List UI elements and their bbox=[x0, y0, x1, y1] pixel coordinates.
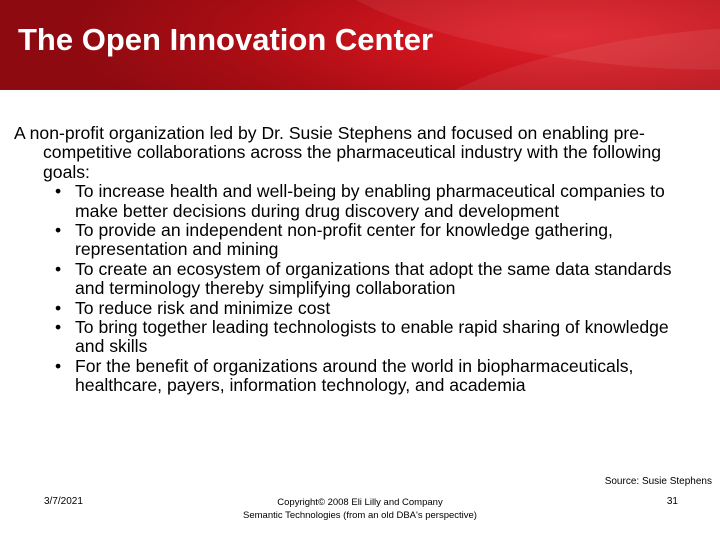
bullet-icon: • bbox=[55, 297, 62, 318]
goal-text: To bring together leading technologists to enable rapid sharing of knowledge and skills bbox=[75, 317, 669, 357]
footer-copyright: Copyright© 2008 Eli Lilly and Company bbox=[277, 497, 443, 508]
footer-date: 3/7/2021 bbox=[44, 496, 83, 507]
goal-item bbox=[14, 357, 674, 396]
goal-text: To provide an independent non-profit center for knowledge gathering, representation and mining bbox=[75, 220, 613, 260]
goal-item bbox=[14, 260, 674, 299]
bullet-icon: • bbox=[55, 258, 62, 279]
goal-text: For the benefit of organizations around the world in biopharmaceuticals, healthcare, payers, information technology, and academia bbox=[75, 355, 634, 396]
source-credit: Source: Susie Stephens bbox=[604, 476, 712, 487]
footer-center bbox=[210, 496, 510, 522]
bullet-icon: • bbox=[55, 355, 62, 376]
goal-item bbox=[14, 318, 674, 357]
goal-item bbox=[14, 299, 674, 318]
bullet-icon: • bbox=[55, 317, 62, 338]
bullet-icon: • bbox=[55, 181, 62, 202]
goals-list bbox=[14, 182, 674, 395]
goal-item bbox=[14, 221, 674, 260]
slide-title: The Open Innovation Center bbox=[18, 22, 434, 57]
slide-body bbox=[14, 124, 674, 396]
goal-text: To increase health and well-being by enabling pharmaceutical companies to make better decisions during drug discovery and development bbox=[75, 181, 665, 221]
intro-paragraph: A non-profit organization led by Dr. Susie Stephens and focused on enabling pre-competitive collaborations across the pharmaceutical industry with the following goals: bbox=[14, 123, 662, 182]
bullet-icon: • bbox=[55, 220, 62, 241]
title-bar bbox=[0, 0, 720, 90]
page-number: 31 bbox=[666, 496, 678, 507]
goal-text: To create an ecosystem of organizations that adopt the same data standards and terminology thereby simplifying collaboration bbox=[75, 258, 672, 299]
goal-text: To reduce risk and minimize cost bbox=[75, 297, 331, 318]
footer-subtitle: Semantic Technologies (from an old DBA's perspective) bbox=[243, 510, 477, 521]
goal-item bbox=[14, 182, 674, 221]
